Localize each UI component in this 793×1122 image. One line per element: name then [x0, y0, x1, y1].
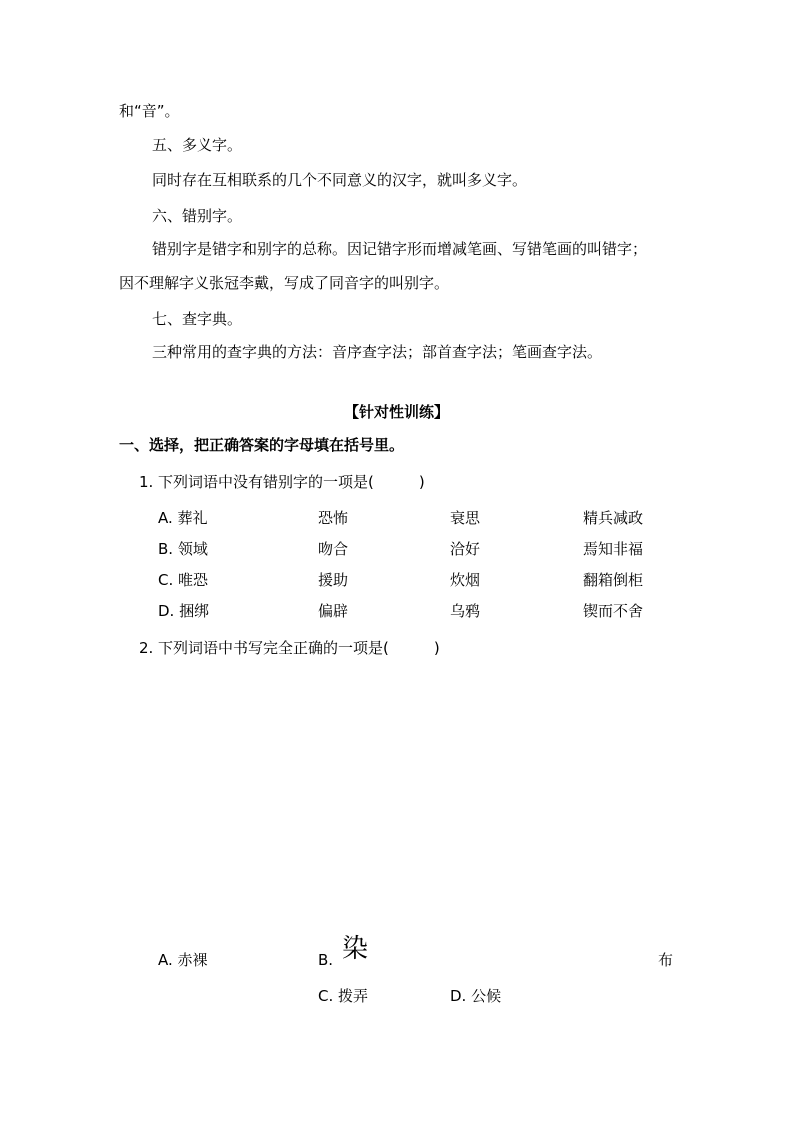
section-6-text-line1: 错别字是错字和别字的总称。因记错字形而增减笔画、写错笔画的叫错字；	[152, 240, 648, 258]
part-1-heading: 一、选择，把正确答案的字母填在括号里。	[119, 436, 405, 454]
section-5-text: 同时存在互相联系的几个不同意义的汉字，就叫多义字。	[152, 171, 528, 189]
section-6-heading: 六、错别字。	[152, 207, 243, 225]
q2-option-c: C. 拨弄	[318, 987, 369, 1005]
q2-option-d: D. 公候	[450, 987, 502, 1005]
intro-line: 和“音”。	[119, 102, 180, 120]
q1-option-d: D. 捆绑	[158, 602, 210, 620]
q1-a-word-4: 精兵减政	[583, 509, 644, 527]
q2-text: 下列词语中书写完全正确的一项是( )	[158, 639, 440, 657]
q2-number: 2.	[139, 639, 154, 657]
q1-option-c: C. 唯恐	[158, 571, 209, 589]
q1-b-word-3: 洽好	[450, 540, 481, 558]
section-7-text: 三种常用的查字典的方法：音序查字法；部首查字法；笔画查字法。	[152, 343, 603, 361]
q1-b-word-4: 焉知非福	[583, 540, 644, 558]
q1-b-word-2: 吻合	[318, 540, 349, 558]
training-title: 【针对性训练】	[343, 403, 449, 421]
q1-d-word-2: 偏辟	[318, 602, 349, 620]
q2-option-b-tail: 布	[658, 951, 674, 969]
q1-text: 下列词语中没有错别字的一项是( )	[158, 473, 425, 491]
q1-number: 1.	[139, 473, 154, 491]
q1-a-word-2: 恐怖	[318, 509, 349, 527]
q1-d-word-4: 锲而不舍	[583, 602, 644, 620]
q2-option-b-label: B.	[318, 951, 334, 969]
q1-c-word-4: 翻箱倒柜	[583, 571, 644, 589]
q1-option-b: B. 领域	[158, 540, 208, 558]
section-5-heading: 五、多义字。	[152, 136, 243, 154]
q1-d-word-3: 乌鸦	[450, 602, 481, 620]
q1-option-a: A. 葬礼	[158, 509, 208, 527]
section-7-heading: 七、查字典。	[152, 310, 243, 328]
q2-option-b-char: 染	[342, 934, 369, 964]
q1-c-word-2: 援助	[318, 571, 349, 589]
section-6-text-line2: 因不理解字义张冠李戴，写成了同音字的叫别字。	[119, 274, 450, 292]
q1-c-word-3: 炊烟	[450, 571, 481, 589]
q2-option-a: A. 赤裸	[158, 951, 208, 969]
q1-a-word-3: 衰思	[450, 509, 481, 527]
